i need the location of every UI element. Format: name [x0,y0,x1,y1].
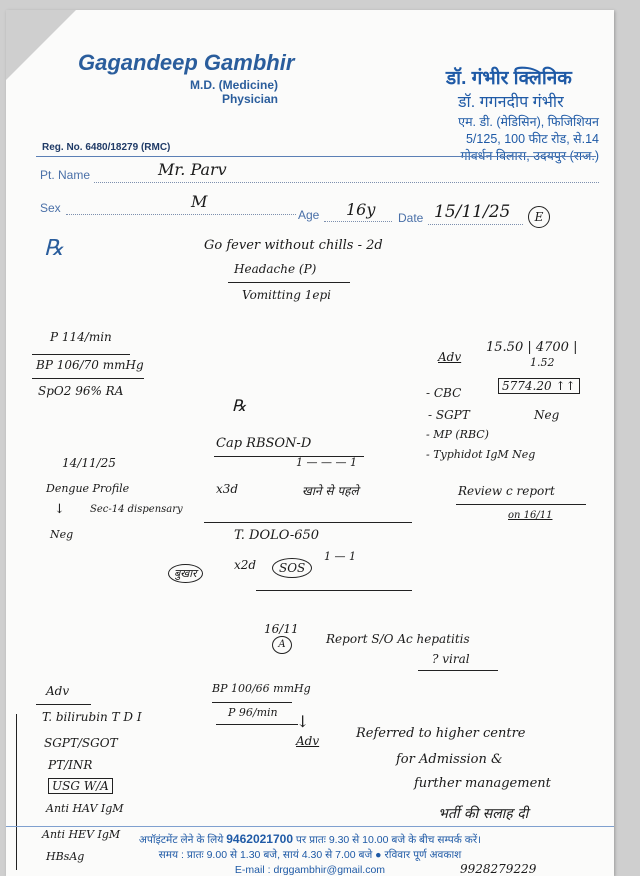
med-2-name: T. DOLO-650 [234,528,320,543]
adv-ratio: 15.50 | 4700 | [486,340,578,355]
footer-email-label: E-mail : [234,864,271,876]
sex-line [66,214,296,215]
vitals-underline-1 [32,354,130,355]
med-1-dose: 1 — — — 1 [296,456,357,469]
age-label: Age [298,208,320,222]
qualification-hindi: एम. डी. (मेडिसिन), फिजिशियन [458,115,599,129]
doctor-name: Gagandeep Gambhir [78,50,295,75]
doctor-title: Physician [221,92,278,106]
qualification: M.D. (Medicine) [189,78,278,92]
age-line [324,221,392,222]
med-2-instruction: बुखार [168,564,203,583]
complaint-vomiting: Vomitting 1epi [242,288,331,302]
adv-3-title: Adv [296,734,320,748]
header-divider [36,156,596,157]
pt-name-value: Mr. Parv [158,160,227,179]
dengue-place: Sec-14 dispensary [90,504,183,515]
dengue-profile: Dengue Profile [46,482,130,495]
inv-mp: - MP (RBC) [426,428,489,441]
pt-name-label: Pt. Name [40,168,91,182]
pt-name-line [94,182,599,183]
adv-2-anti-hav: Anti HAV IgM [46,802,124,815]
referral-arrow: ↓ [296,712,310,731]
adv-3-referred: Referred to higher centre [356,726,526,741]
adv-ratio-2: 1.52 [530,356,555,369]
prescription-paper [6,10,614,876]
inv-cbc-result: 5774.20 ↑↑ [498,378,580,394]
date-third: 16/11 [264,622,299,636]
vitals-spo2: SpO2 96% RA [38,384,124,398]
adv-2-usg: USG W/A [48,778,113,794]
med-1-divider [204,522,412,523]
med-1-instruction: खाने से पहले [302,484,359,498]
footer-appointment [6,832,614,847]
complaint-headache: Headache (P) [234,262,317,276]
rx-mid-symbol: ℞ [232,396,247,415]
med-2-dose: 1 — 1 [324,550,356,563]
footer-appointment-pre: अपॉइंटमेंट लेने के लिये [138,834,224,846]
address-line-1: 5/125, 100 फीट रोड, से.14 [465,132,599,146]
med-2-divider [256,590,412,591]
adv-2-title: Adv [46,684,70,698]
date-third-mark: A [272,636,292,654]
rx-symbol: ℞ [44,236,64,261]
vitals-pulse: P 114/min [50,330,112,344]
inv-typhidot: - Typhidot IgM Neg [426,448,536,461]
bp-second-underline [212,702,292,703]
date-value: 15/11/25 [434,202,511,222]
adv-2-anti-hev: Anti HEV IgM [42,828,121,841]
dengue-arrow: ↓ [54,502,65,517]
med-1-name: Cap RBSON-D [216,436,312,451]
med-1-duration: x3d [216,482,239,496]
inv-mp-result: Neg [534,408,560,422]
folded-corner [6,10,76,80]
age-value: 16y [346,200,376,219]
address-line-2: गोवर्धन विलास, उदयपुर (राज.) [460,149,599,163]
doctor-qualifications [166,78,278,106]
report-note: Report S/O Ac hepatitis [326,632,470,646]
vitals-bp: BP 106/70 mmHg [36,358,144,372]
review-note: Review c report [458,484,555,498]
date-line [428,224,523,225]
clinic-address [386,114,599,165]
adv-2-underline [36,704,91,705]
date-label: Date [398,211,424,225]
clinic-name-hindi: डॉ. गंभीर क्लिनिक [446,68,572,89]
dengue-result: Neg [50,528,74,541]
sex-label: Sex [40,201,61,215]
complaint-fever: Go fever without chills - 2d [204,238,383,253]
doctor-name-hindi: डॉ. गगनदीप गंभीर [458,94,564,111]
bp-second: BP 100/66 mmHg [212,682,311,695]
sos-badge: SOS [272,558,312,578]
footer-divider [6,826,614,827]
vitals-underline-2 [32,378,144,379]
footer-phone: 9462021700 [226,832,293,846]
med-2-duration: x2d [234,558,257,572]
registration-number: Reg. No. 6480/18279 (RMC) [42,142,171,153]
adv-2-sgpt: SGPT/SGOT [44,736,118,750]
report-viral: ? viral [432,652,470,666]
adv-2-hbsag: HBsAg [46,850,85,863]
adv-2-bilirubin: T. bilirubin T D I [42,710,142,724]
handwritten-phone: 9928279229 [460,862,537,876]
adv-3-admission: for Admission & [396,752,503,767]
complaint-underline [228,282,350,283]
sex-value: M [191,192,208,211]
adv-title: Adv [438,350,462,364]
review-date: on 16/11 [508,510,553,521]
footer-timings: समय : प्रातः 9.00 से 1.30 बजे, सायं 4.30 से 7.00 बजे ● रविवार पूर्ण अवकाश [158,849,462,861]
adv-2-ptinr: PT/INR [48,758,93,772]
date-second: 14/11/25 [62,456,116,470]
adv-3-admit-hindi: भर्ती की सलाह दी [438,806,529,822]
inv-sgpt: - SGPT [428,408,470,422]
pulse-second: P 96/min [228,706,278,719]
footer-email: drggambhir@gmail.com [273,864,386,876]
pulse-second-underline [216,724,298,725]
date-mark: E [528,206,550,228]
inv-cbc: - CBC [426,386,462,400]
report-underline [418,670,498,671]
review-underline [456,504,586,505]
adv-3-management: further management [414,776,551,791]
footer-appointment-post: पर प्रातः 9.30 से 10.00 बजे के बीच सम्पर्क करें। [295,834,482,846]
